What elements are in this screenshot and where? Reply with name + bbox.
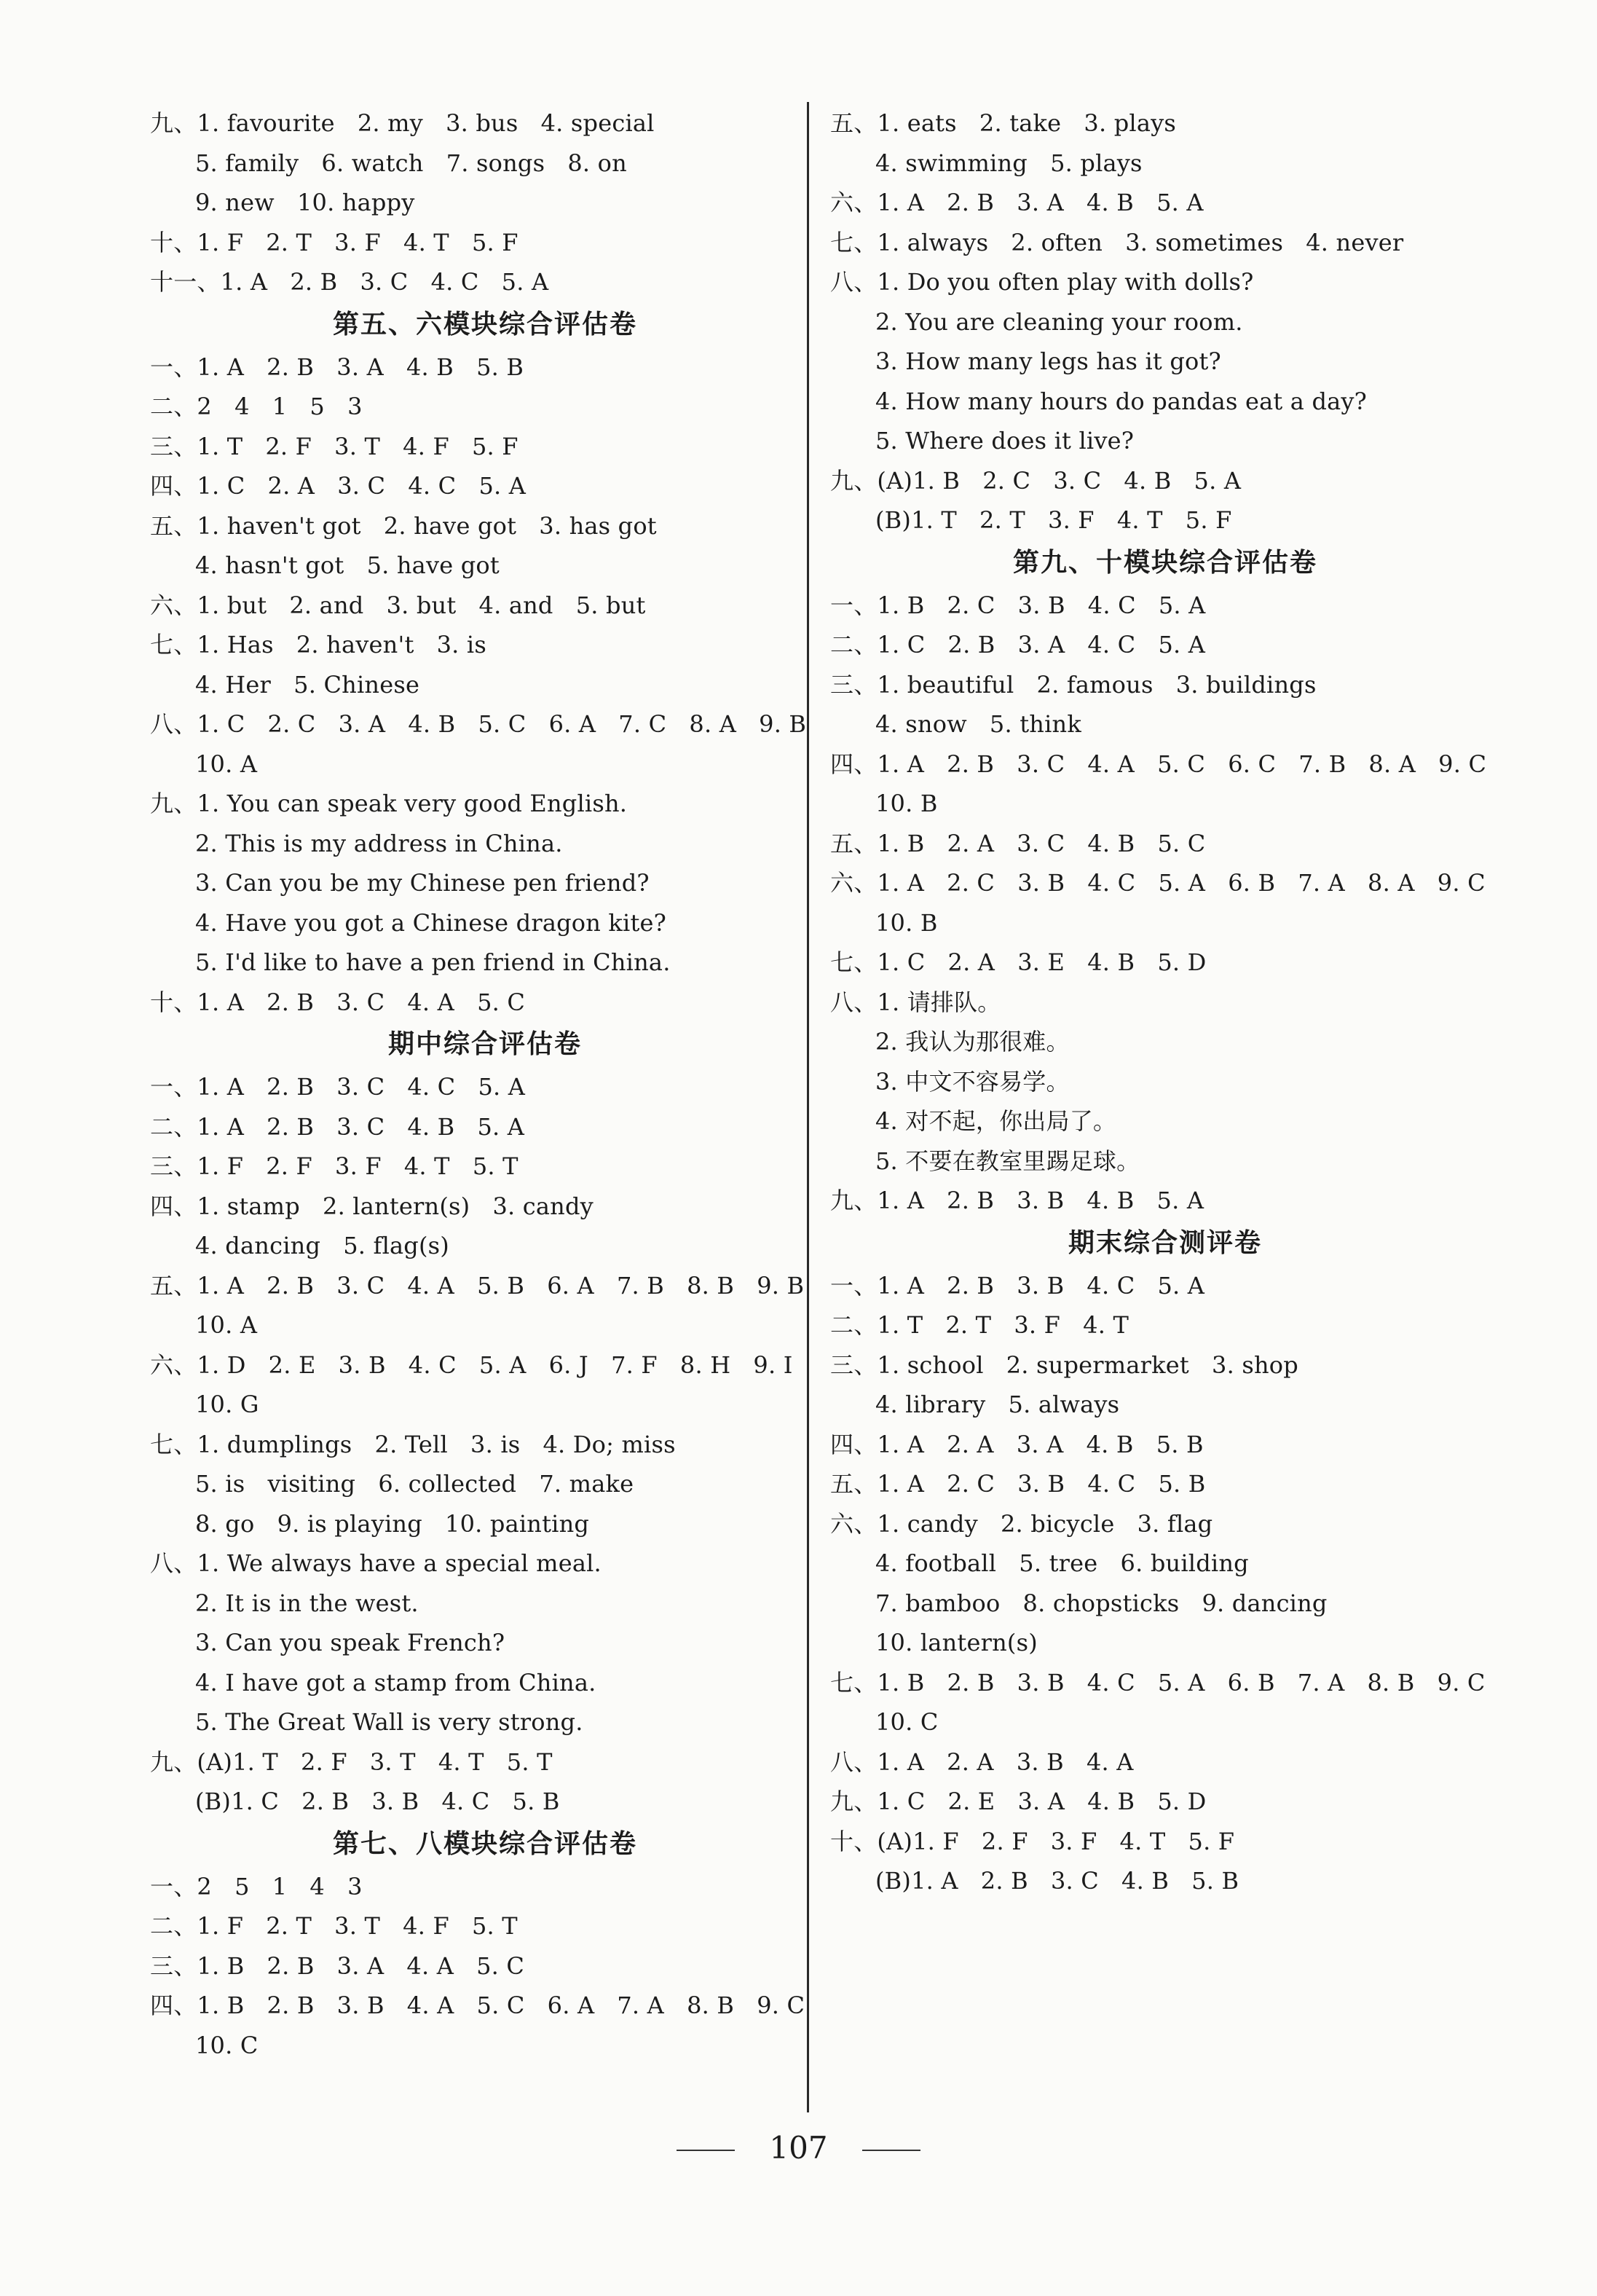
answer-line-continued: 4. dancing 5. flag(s) — [195, 1232, 449, 1259]
answer-line-continued: 4. Have you got a Chinese dragon kite? — [195, 908, 667, 937]
answer-line: 六、1. candy 2. bicycle 3. flag — [830, 1509, 1213, 1538]
answer-line: 二、1. T 2. T 3. F 4. T — [830, 1311, 1129, 1339]
answer-line-continued: 10. B — [875, 908, 938, 937]
answer-line-continued: 4. hasn't got 5. have got — [195, 551, 500, 579]
answer-line: 一、1. B 2. C 3. B 4. C 5. A — [830, 591, 1206, 619]
page-footer — [0, 2130, 1597, 2166]
answer-line-continued: 10. C — [875, 1708, 939, 1736]
section-heading: 第七、八模块综合评估卷 — [332, 1828, 637, 1859]
answer-line: 九、1. favourite 2. my 3. bus 4. special — [150, 109, 655, 137]
answer-line: 三、1. F 2. F 3. F 4. T 5. T — [150, 1152, 518, 1180]
answer-line: 一、1. A 2. B 3. C 4. C 5. A — [150, 1073, 526, 1101]
answer-line-continued: 3. How many legs has it got? — [875, 347, 1221, 375]
answer-line: 九、1. C 2. E 3. A 4. B 5. D — [830, 1788, 1207, 1815]
answer-line: 四、1. stamp 2. lantern(s) 3. candy — [150, 1192, 594, 1220]
answer-line: 四、1. A 2. B 3. C 4. A 5. C 6. C 7. B 8. A 9. C — [830, 750, 1487, 778]
answer-line-continued: 8. go 9. is playing 10. painting — [195, 1509, 590, 1538]
answer-line-continued: 4. snow 5. think — [875, 710, 1081, 738]
answer-line: 三、1. T 2. F 3. T 4. F 5. F — [150, 432, 518, 460]
answer-line: 八、1. A 2. A 3. B 4. A — [830, 1747, 1134, 1776]
answer-line-continued: 4. Her 5. Chinese — [195, 670, 420, 699]
section-heading: 第九、十模块综合评估卷 — [1012, 547, 1317, 578]
answer-line: 九、(A)1. B 2. C 3. C 4. B 5. A — [830, 466, 1242, 495]
answer-line: 七、1. dumplings 2. Tell 3. is 4. Do; miss — [150, 1430, 676, 1458]
answer-line-continued: 4. 对不起，你出局了。 — [875, 1107, 1117, 1135]
answer-line: 四、1. B 2. B 3. B 4. A 5. C 6. A 7. A 8. B 9. C — [150, 1992, 805, 2019]
answer-line-continued: 4. swimming 5. plays — [875, 149, 1143, 177]
answer-line-continued: 3. Can you speak French? — [195, 1629, 505, 1656]
answer-line: 七、1. always 2. often 3. sometimes 4. never — [830, 228, 1404, 256]
answer-line: 一、2 5 1 4 3 — [150, 1872, 363, 1900]
answer-line: 七、1. C 2. A 3. E 4. B 5. D — [830, 948, 1207, 976]
answer-line: 九、1. A 2. B 3. B 4. B 5. A — [830, 1187, 1204, 1214]
answer-line-continued: 7. bamboo 8. chopsticks 9. dancing — [875, 1589, 1328, 1617]
answer-line: 四、1. A 2. A 3. A 4. B 5. B — [830, 1430, 1204, 1458]
answer-line-continued: 10. lantern(s) — [875, 1629, 1038, 1656]
answer-line: 九、(A)1. T 2. F 3. T 4. T 5. T — [150, 1747, 553, 1776]
section-heading: 第五、六模块综合评估卷 — [332, 309, 637, 339]
answer-line: 五、1. B 2. A 3. C 4. B 5. C — [830, 829, 1206, 857]
answer-line: 五、1. A 2. C 3. B 4. C 5. B — [830, 1470, 1206, 1498]
answer-line-continued: 10. C — [195, 2031, 259, 2059]
answer-line-continued: 5. is visiting 6. collected 7. make — [195, 1470, 634, 1498]
answer-line: 八、1. Do you often play with dolls? — [830, 268, 1254, 296]
answer-line: 十、1. F 2. T 3. F 4. T 5. F — [150, 228, 518, 256]
answer-line: 十、1. A 2. B 3. C 4. A 5. C — [150, 988, 526, 1016]
answer-line-continued: 4. I have got a stamp from China. — [195, 1668, 596, 1697]
answer-line: 五、1. eats 2. take 3. plays — [830, 109, 1177, 137]
section-heading: 期中综合评估卷 — [387, 1029, 582, 1059]
answer-line: 一、1. A 2. B 3. A 4. B 5. B — [150, 353, 524, 381]
answer-line: 八、1. 请排队。 — [830, 988, 1001, 1016]
answer-line-continued: 5. Where does it live? — [875, 427, 1135, 455]
answer-line-continued: 3. 中文不容易学。 — [875, 1067, 1070, 1096]
answer-line-continued: 2. 我认为那很难。 — [875, 1028, 1070, 1055]
answer-line: 八、1. C 2. C 3. A 4. B 5. C 6. A 7. C 8. A 9. B — [150, 710, 807, 738]
answer-line-continued: (B)1. A 2. B 3. C 4. B 5. B — [875, 1867, 1239, 1895]
answer-line-continued: 9. new 10. happy — [195, 189, 415, 216]
answer-line-continued: 2. You are cleaning your room. — [875, 307, 1243, 336]
answer-line: 一、1. A 2. B 3. B 4. C 5. A — [830, 1271, 1205, 1300]
answer-line: 二、1. F 2. T 3. T 4. F 5. T — [150, 1912, 518, 1940]
answer-line-continued: (B)1. C 2. B 3. B 4. C 5. B — [195, 1788, 560, 1815]
answer-line: 六、1. A 2. B 3. A 4. B 5. A — [830, 189, 1204, 216]
answer-line: 七、1. B 2. B 3. B 4. C 5. A 6. B 7. A 8. B 9. C — [830, 1668, 1486, 1697]
answer-line-continued: 10. G — [195, 1391, 259, 1418]
answer-line: 七、1. Has 2. haven't 3. is — [150, 631, 486, 658]
answer-line: 二、2 4 1 5 3 — [150, 393, 363, 420]
answer-line: 五、1. haven't got 2. have got 3. has got — [150, 511, 657, 540]
answer-line-continued: 5. 不要在教室里踢足球。 — [875, 1147, 1140, 1175]
answer-line: 六、1. D 2. E 3. B 4. C 5. A 6. J 7. F 8. H 9. I — [150, 1351, 793, 1379]
answer-line-continued: 2. This is my address in China. — [195, 829, 563, 857]
answer-line-continued: 5. family 6. watch 7. songs 8. on — [195, 149, 627, 177]
answer-line: 八、1. We always have a special meal. — [150, 1549, 602, 1577]
answer-line-continued: (B)1. T 2. T 3. F 4. T 5. F — [875, 506, 1232, 534]
footer-dash-right — [862, 2150, 920, 2151]
answer-line-continued: 5. The Great Wall is very strong. — [195, 1708, 583, 1736]
answer-line: 二、1. C 2. B 3. A 4. C 5. A — [830, 631, 1206, 658]
answer-line-continued: 10. B — [875, 790, 938, 817]
right-answer-column — [830, 103, 1500, 1901]
answer-line-continued: 4. football 5. tree 6. building — [875, 1549, 1249, 1577]
answer-line: 三、1. school 2. supermarket 3. shop — [830, 1351, 1298, 1379]
answer-line: 十、(A)1. F 2. F 3. F 4. T 5. F — [830, 1827, 1235, 1855]
answer-line-continued: 4. How many hours do pandas eat a day? — [875, 387, 1368, 415]
answer-line-continued: 5. I'd like to have a pen friend in China. — [195, 948, 671, 976]
answer-line-continued: 10. A — [195, 750, 258, 778]
answer-line-continued: 4. library 5. always — [875, 1391, 1120, 1418]
answer-line: 五、1. A 2. B 3. C 4. A 5. B 6. A 7. B 8. B 9. B — [150, 1271, 805, 1300]
footer-dash-left — [677, 2150, 735, 2151]
left-answer-column — [150, 103, 820, 2065]
answer-line-continued: 3. Can you be my Chinese pen friend? — [195, 869, 650, 897]
answer-line-continued: 10. A — [195, 1311, 258, 1339]
answer-line-continued: 2. It is in the west. — [195, 1589, 419, 1617]
answer-line: 三、1. beautiful 2. famous 3. buildings — [830, 670, 1317, 699]
section-heading: 期末综合测评卷 — [1068, 1227, 1262, 1258]
answer-line: 六、1. but 2. and 3. but 4. and 5. but — [150, 591, 646, 619]
answer-line: 六、1. A 2. C 3. B 4. C 5. A 6. B 7. A 8. A 9. C — [830, 869, 1486, 897]
page-number: 107 — [769, 2130, 828, 2166]
answer-line: 二、1. A 2. B 3. C 4. B 5. A — [150, 1112, 525, 1141]
answer-line: 四、1. C 2. A 3. C 4. C 5. A — [150, 472, 527, 500]
answer-line: 九、1. You can speak very good English. — [150, 790, 628, 817]
answer-line: 十一、1. A 2. B 3. C 4. C 5. A — [150, 268, 549, 296]
answer-line: 三、1. B 2. B 3. A 4. A 5. C — [150, 1951, 525, 1980]
